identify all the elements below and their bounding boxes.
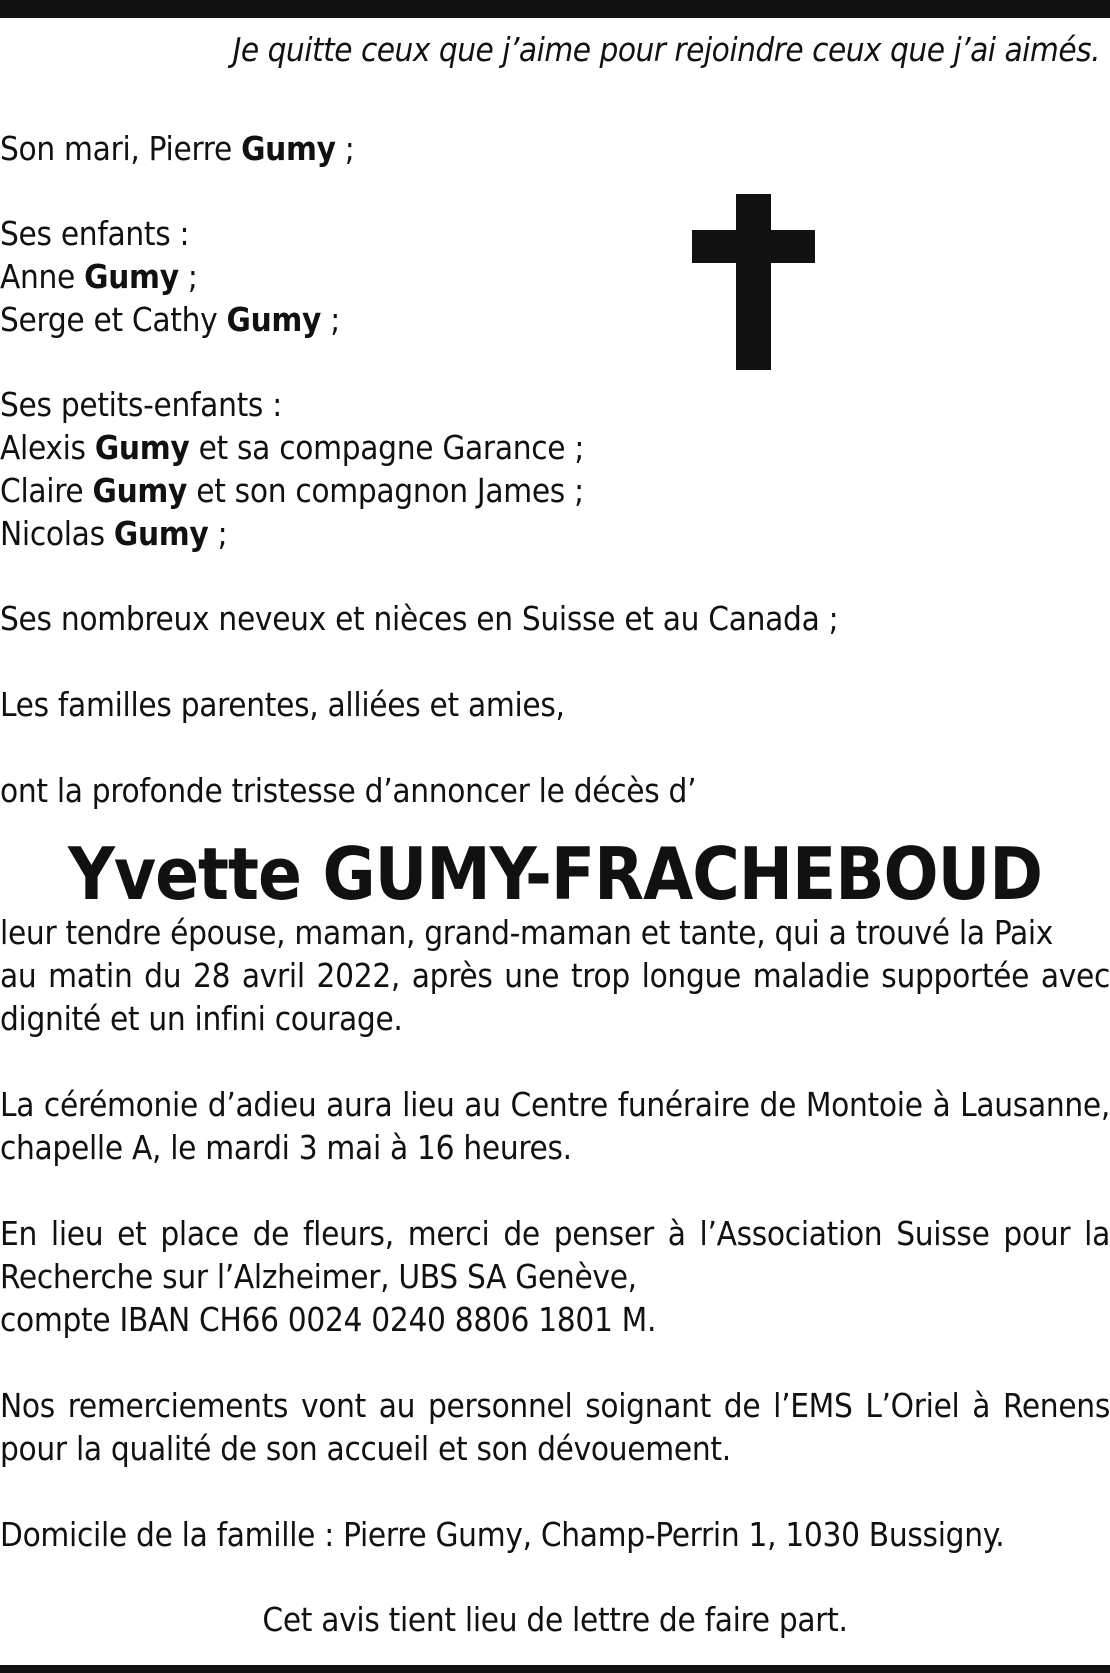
families-line: Les familles parentes, alliées et amies,	[0, 685, 565, 724]
husband-prefix: Son mari, Pierre	[0, 129, 242, 168]
closing-line: Cet avis tient lieu de lettre de faire part.	[262, 1600, 848, 1639]
cross-vertical-bar	[736, 194, 771, 370]
cross-icon	[692, 194, 815, 370]
grandchild-suffix: et sa compagne Garance ;	[189, 428, 585, 467]
death-paragraph-line: dignité et un infini courage.	[0, 999, 403, 1038]
grandchild-line	[0, 469, 584, 512]
husband-surname: Gumy	[241, 129, 336, 168]
bottom-border-rule	[0, 1665, 1110, 1673]
husband-line	[0, 127, 355, 170]
grandchild-name: Nicolas	[0, 514, 114, 553]
grandchild-surname: Gumy	[92, 471, 188, 510]
child-name: Serge et Cathy	[0, 300, 227, 339]
grandchildren-heading: Ses petits-enfants :	[0, 385, 282, 424]
grandchild-surname: Gumy	[113, 514, 209, 553]
cross-horizontal-bar	[692, 230, 815, 263]
child-line	[0, 298, 340, 341]
ceremony-paragraph-line: chapelle A, le mardi 3 mai à 16 heures.	[0, 1128, 572, 1167]
child-line	[0, 255, 198, 298]
top-border-rule	[0, 0, 1110, 18]
deceased-name: Yvette GUMY-FRACHEBOUD	[67, 832, 1042, 916]
grandchild-name: Claire	[0, 471, 93, 510]
domicile-line: Domicile de la famille : Pierre Gumy, Champ-Perrin 1, 1030 Bussigny.	[0, 1515, 1005, 1554]
grandchild-surname: Gumy	[94, 428, 190, 467]
child-name: Anne	[0, 257, 85, 296]
grandchild-name: Alexis	[0, 428, 95, 467]
announcement-line: ont la profonde tristesse d’annoncer le décès d’	[0, 771, 697, 810]
grandchild-suffix: ;	[208, 514, 228, 553]
child-suffix: ;	[178, 257, 198, 296]
donation-iban-line: compte IBAN CH66 0024 0240 8806 1801 M.	[0, 1300, 657, 1339]
donation-paragraph-line: En lieu et place de fleurs, merci de penser à l’Association Suisse pour la	[0, 1214, 1110, 1253]
child-surname: Gumy	[226, 300, 322, 339]
child-suffix: ;	[321, 300, 340, 339]
nephews-line: Ses nombreux neveux et nièces en Suisse et au Canada ;	[0, 599, 839, 638]
ceremony-paragraph-line: La cérémonie d’adieu aura lieu au Centre funéraire de Montoie à Lausanne,	[0, 1085, 1110, 1124]
child-surname: Gumy	[84, 257, 179, 296]
death-paragraph-line: au matin du 28 avril 2022, après une trop longue maladie supportée avec	[0, 956, 1110, 995]
epitaph-quote: Je quitte ceux que j’aime pour rejoindre ceux que j’ai aimés.	[232, 30, 1100, 69]
husband-suffix: ;	[335, 129, 355, 168]
grandchild-suffix: et son compagnon James ;	[187, 471, 584, 510]
children-heading: Ses enfants :	[0, 214, 190, 253]
death-paragraph-line: leur tendre épouse, maman, grand-maman et tante, qui a trouvé la Paix	[0, 913, 1054, 952]
donation-paragraph-line: Recherche sur l’Alzheimer, UBS SA Genève,	[0, 1257, 637, 1296]
thanks-paragraph-line: Nos remerciements vont au personnel soignant de l’EMS L’Oriel à Renens	[0, 1386, 1110, 1425]
thanks-paragraph-line: pour la qualité de son accueil et son dévouement.	[0, 1429, 731, 1468]
grandchild-line	[0, 426, 584, 469]
grandchild-line	[0, 512, 227, 555]
